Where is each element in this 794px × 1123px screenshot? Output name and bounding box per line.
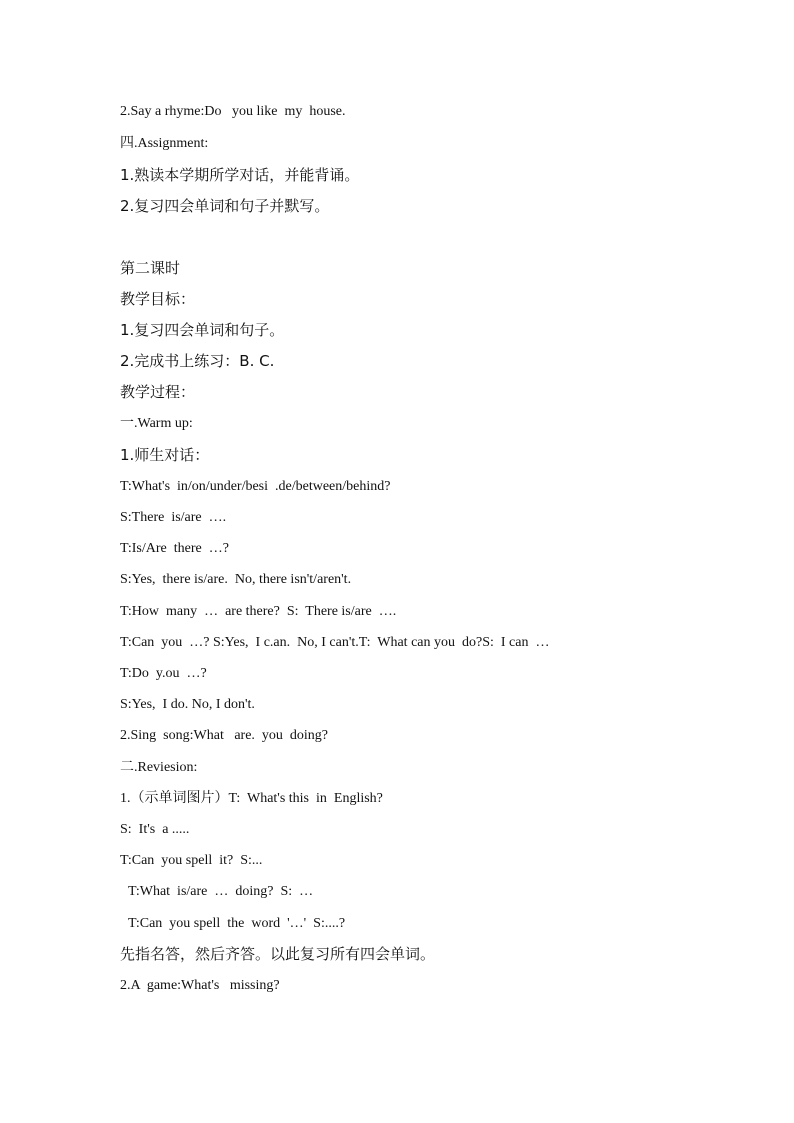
text-line-game: 2.A game:What's missing? [120, 978, 280, 993]
text-line-revision-2: S: It's a ..... [120, 822, 190, 837]
text-line-assignment-1: 1.熟读本学期所学对话，并能背诵。 [120, 166, 360, 184]
text-line-revision-heading: 二.Reviesion: [120, 760, 198, 775]
text-line-revision-1: 1.（示单词图片）T: What's this in English? [120, 791, 383, 806]
text-line-objective-1: 1.复习四会单词和句子。 [120, 321, 285, 339]
text-line-dialogue-5: T:How many … are there? S: There is/are …. [120, 604, 397, 619]
text-line-dialogue-7: T:Do y.ou …? [120, 666, 207, 681]
text-line-objectives-heading: 教学目标： [120, 290, 196, 308]
text-line-lesson-title: 第二课时 [120, 259, 181, 277]
text-line-objective-2: 2.完成书上练习：B. C. [120, 352, 275, 370]
text-line-warmup-heading: 一.Warm up: [120, 416, 193, 431]
text-line-song: 2.Sing song:What are. you doing? [120, 728, 329, 743]
text-line-revision-3: T:Can you spell it? S:... [120, 853, 263, 868]
text-line-revision-5: T:Can you spell the word '…' S:....? [128, 916, 346, 931]
text-line-dialogue-6: T:Can you …? S:Yes, I c.an. No, I can't.T: What can you do?S: I can … [120, 635, 550, 650]
text-line-process-heading: 教学过程： [120, 383, 196, 401]
text-line-rhyme: 2.Say a rhyme:Do you like my house. [120, 104, 346, 119]
text-line-revision-note: 先指名答，然后齐答。以此复习所有四会单词。 [120, 945, 436, 963]
text-line-revision-4: T:What is/are … doing? S: … [128, 884, 314, 899]
text-line-assignment-2: 2.复习四会单词和句子并默写。 [120, 197, 330, 215]
text-line-dialogue-heading: 1.师生对话： [120, 446, 210, 464]
text-line-dialogue-1: T:What's in/on/under/besi .de/between/behind? [120, 479, 391, 494]
text-line-assignment-heading: 四.Assignment: [120, 136, 209, 151]
text-line-dialogue-2: S:There is/are …. [120, 510, 227, 525]
text-line-dialogue-4: S:Yes, there is/are. No, there isn't/aren't. [120, 572, 352, 587]
text-line-dialogue-3: T:Is/Are there …? [120, 541, 229, 556]
text-line-dialogue-8: S:Yes, I do. No, I don't. [120, 697, 255, 712]
